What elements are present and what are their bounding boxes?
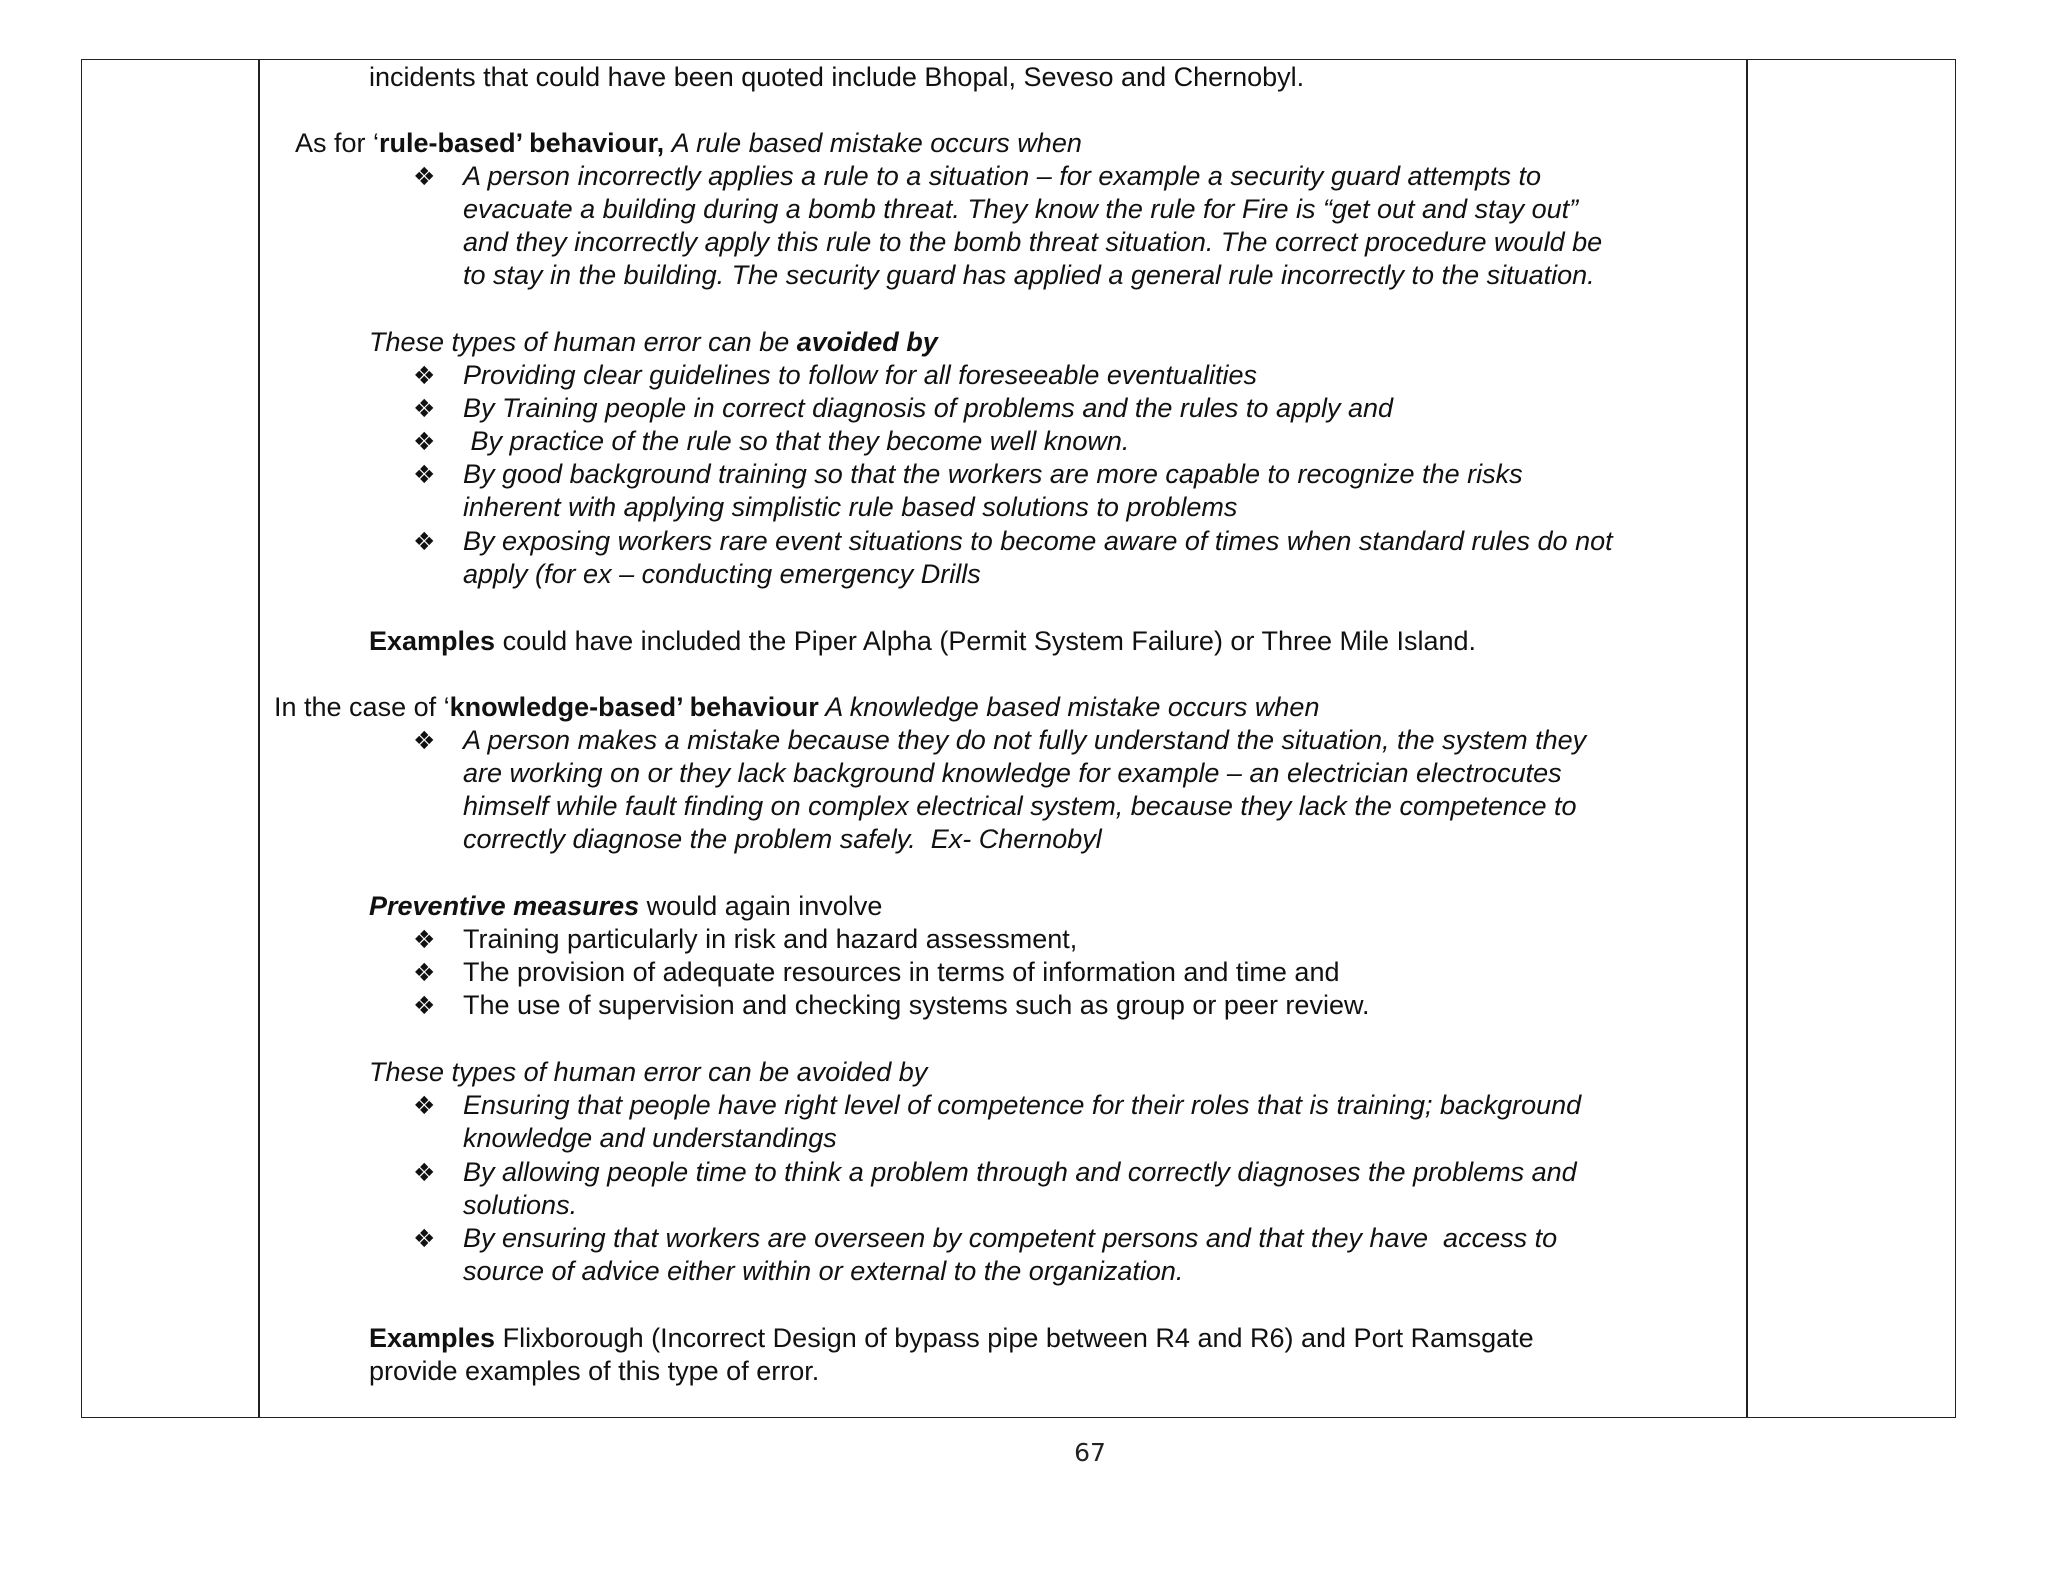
knowledge-description-line: correctly diagnose the problem safely. Ex- Chernobyl xyxy=(463,824,1102,854)
intro-line: incidents that could have been quoted include Bhopal, Seveso and Chernobyl. xyxy=(369,62,1305,92)
knowledge-description-line: himself while fault finding on complex electrical system, because they lack the competence to xyxy=(463,791,1577,821)
rule-avoided-heading: These types of human error can be avoided by xyxy=(369,327,938,357)
rule-based-heading: As for ‘rule-based’ behaviour, A rule based mistake occurs when xyxy=(295,128,1082,158)
bullet-icon: ❖ xyxy=(413,394,436,423)
page-number: 67 xyxy=(1074,1438,1106,1467)
bullet-icon: ❖ xyxy=(413,1224,436,1253)
knowledge-examples: Examples Flixborough (Incorrect Design of bypass pipe between R4 and R6) and Port Ramsgate xyxy=(369,1323,1534,1353)
rule-avoided-item: By practice of the rule so that they become well known. xyxy=(463,426,1130,456)
rule-avoided-item: inherent with applying simplistic rule based solutions to problems xyxy=(463,492,1238,522)
rule-description-line: evacuate a building during a bomb threat. They know the rule for Fire is “get out and stay out” xyxy=(463,194,1579,224)
rule-avoided-item: By exposing workers rare event situations to become aware of times when standard rules do not xyxy=(463,526,1613,556)
preventive-item: Training particularly in risk and hazard assessment, xyxy=(463,924,1078,954)
bullet-icon: ❖ xyxy=(413,162,436,191)
preventive-item: The provision of adequate resources in terms of information and time and xyxy=(463,957,1340,987)
knowledge-avoided-item: By allowing people time to think a problem through and correctly diagnoses the problems and xyxy=(463,1157,1577,1187)
rule-description-line: and they incorrectly apply this rule to the bomb threat situation. The correct procedure would be xyxy=(463,227,1603,257)
bullet-icon: ❖ xyxy=(413,1158,436,1187)
bullet-icon: ❖ xyxy=(413,726,436,755)
preventive-item: The use of supervision and checking systems such as group or peer review. xyxy=(463,990,1370,1020)
knowledge-description-line: are working on or they lack background knowledge for example – an electrician electrocutes xyxy=(463,758,1562,788)
knowledge-description-line: A person makes a mistake because they do not fully understand the situation, the system they xyxy=(463,725,1587,755)
rule-avoided-item: apply (for ex – conducting emergency Drills xyxy=(463,559,981,589)
bullet-icon: ❖ xyxy=(413,427,436,456)
knowledge-avoided-item: Ensuring that people have right level of competence for their roles that is training; background xyxy=(463,1090,1582,1120)
knowledge-based-heading: In the case of ‘knowledge-based’ behaviour A knowledge based mistake occurs when xyxy=(274,692,1320,722)
rule-description-line: A person incorrectly applies a rule to a situation – for example a security guard attempts to xyxy=(463,161,1542,191)
rule-avoided-item: By good background training so that the workers are more capable to recognize the risks xyxy=(463,459,1523,489)
bullet-icon: ❖ xyxy=(413,527,436,556)
rule-description-line: to stay in the building. The security guard has applied a general rule incorrectly to the situation. xyxy=(463,260,1595,290)
bullet-icon: ❖ xyxy=(413,460,436,489)
knowledge-examples: provide examples of this type of error. xyxy=(369,1356,820,1386)
knowledge-avoided-item: knowledge and understandings xyxy=(463,1123,837,1153)
rule-examples: Examples could have included the Piper Alpha (Permit System Failure) or Three Mile Island. xyxy=(369,626,1477,656)
rule-avoided-item: By Training people in correct diagnosis of problems and the rules to apply and xyxy=(463,393,1394,423)
knowledge-avoided-item: source of advice either within or external to the organization. xyxy=(463,1256,1184,1286)
knowledge-avoided-item: By ensuring that workers are overseen by competent persons and that they have access to xyxy=(463,1223,1558,1253)
knowledge-avoided-heading: These types of human error can be avoided by xyxy=(369,1057,928,1087)
preventive-heading: Preventive measures would again involve xyxy=(369,891,883,921)
bullet-icon: ❖ xyxy=(413,361,436,390)
bullet-icon: ❖ xyxy=(413,1091,436,1120)
bullet-icon: ❖ xyxy=(413,925,436,954)
rule-avoided-item: Providing clear guidelines to follow for all foreseeable eventualities xyxy=(463,360,1257,390)
bullet-icon: ❖ xyxy=(413,991,436,1020)
bullet-icon: ❖ xyxy=(413,958,436,987)
knowledge-avoided-item: solutions. xyxy=(463,1190,578,1220)
